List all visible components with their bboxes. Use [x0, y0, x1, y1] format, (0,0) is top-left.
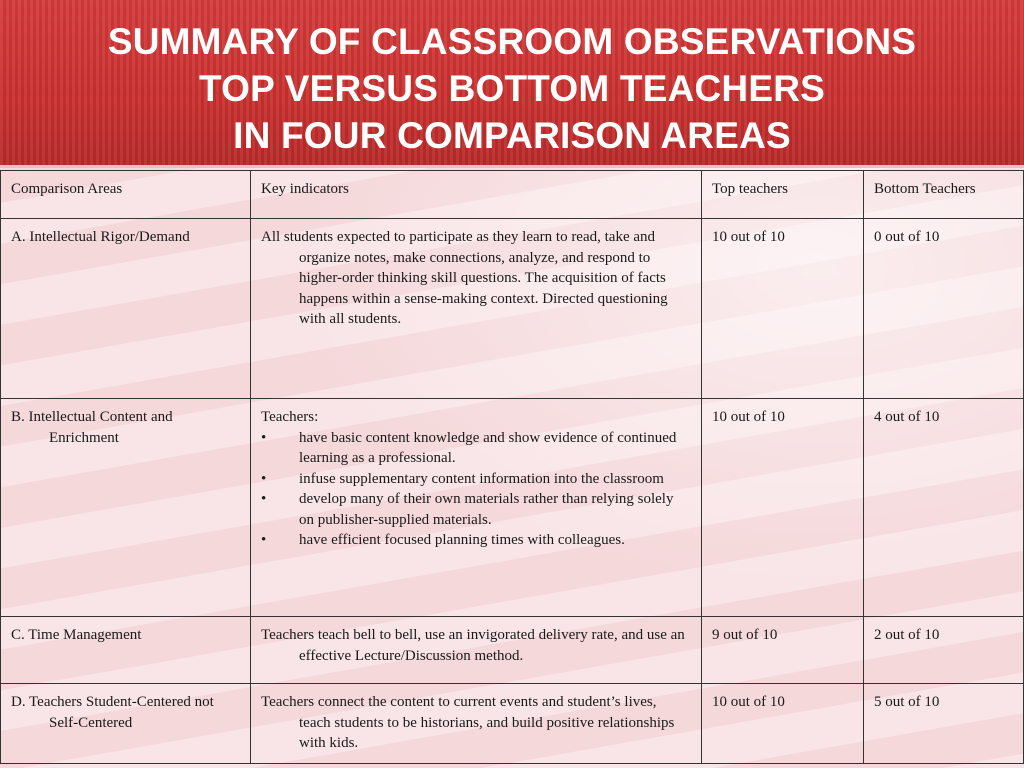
area-cell: [1, 399, 251, 617]
area-cell: [1, 684, 251, 764]
table-row: [1, 219, 1024, 399]
indicators-cell: [251, 617, 702, 684]
title-banner: [0, 0, 1024, 168]
header-key-indicators: Key indicators: [251, 171, 702, 219]
area-cell: [1, 219, 251, 399]
indicators-cell: [251, 684, 702, 764]
bottom-teachers-cell: 5 out of 10: [864, 684, 1024, 764]
bullet-item: • have basic content knowledge and show evidence of continued learning as a professional.: [261, 428, 691, 469]
table-header-row: [1, 171, 1024, 219]
indicators-cell: [251, 399, 702, 617]
title-line-1: SUMMARY OF CLASSROOM OBSERVATIONS: [107, 21, 917, 62]
area-label: B. Intellectual Content and Enrichment: [11, 409, 173, 446]
indicators-text: Teachers teach bell to bell, use an invigorated delivery rate, and use an effective Lecture/Discussion method.: [261, 627, 685, 664]
indicators-bullet-list: [261, 428, 691, 551]
indicators-text: Teachers connect the content to current events and student’s lives, teach students to be historians, and build positive relationships with kids.: [261, 694, 675, 751]
comparison-table: [0, 170, 1024, 764]
top-teachers-cell: 10 out of 10: [702, 399, 864, 617]
header-top-teachers: Top teachers: [702, 171, 864, 219]
area-label: D. Teachers Student-Centered not Self-Centered: [11, 694, 214, 731]
area-label: C. Time Management: [11, 627, 142, 643]
bullet-item: • have efficient focused planning times with colleagues.: [261, 530, 691, 551]
top-teachers-cell: 10 out of 10: [702, 219, 864, 399]
indicators-cell: [251, 219, 702, 399]
slide-title: [0, 18, 1024, 159]
top-teachers-cell: 9 out of 10: [702, 617, 864, 684]
header-comparison-areas: Comparison Areas: [1, 171, 251, 219]
bottom-teachers-cell: 4 out of 10: [864, 399, 1024, 617]
area-label: A. Intellectual Rigor/Demand: [11, 229, 190, 245]
bullet-item: • infuse supplementary content information into the classroom: [261, 469, 691, 490]
bottom-teachers-cell: 0 out of 10: [864, 219, 1024, 399]
bullet-item: • develop many of their own materials rather than relying solely on publisher-supplied materials.: [261, 489, 691, 530]
area-cell: [1, 617, 251, 684]
table-row: [1, 399, 1024, 617]
table-row: [1, 617, 1024, 684]
title-line-2: TOP VERSUS BOTTOM TEACHERS: [198, 68, 826, 109]
header-bottom-teachers: Bottom Teachers: [864, 171, 1024, 219]
bottom-teachers-cell: 2 out of 10: [864, 617, 1024, 684]
title-line-3: IN FOUR COMPARISON AREAS: [233, 115, 791, 156]
indicators-text: All students expected to participate as they learn to read, take and organize notes, make connections, analyze, and respond to higher-order thinking skill questions. The acquisition of facts happens within a sense-making context. Directed questioning with all students.: [261, 229, 668, 327]
table-row: [1, 684, 1024, 764]
indicators-intro: Teachers:: [261, 409, 319, 425]
top-teachers-cell: 10 out of 10: [702, 684, 864, 764]
